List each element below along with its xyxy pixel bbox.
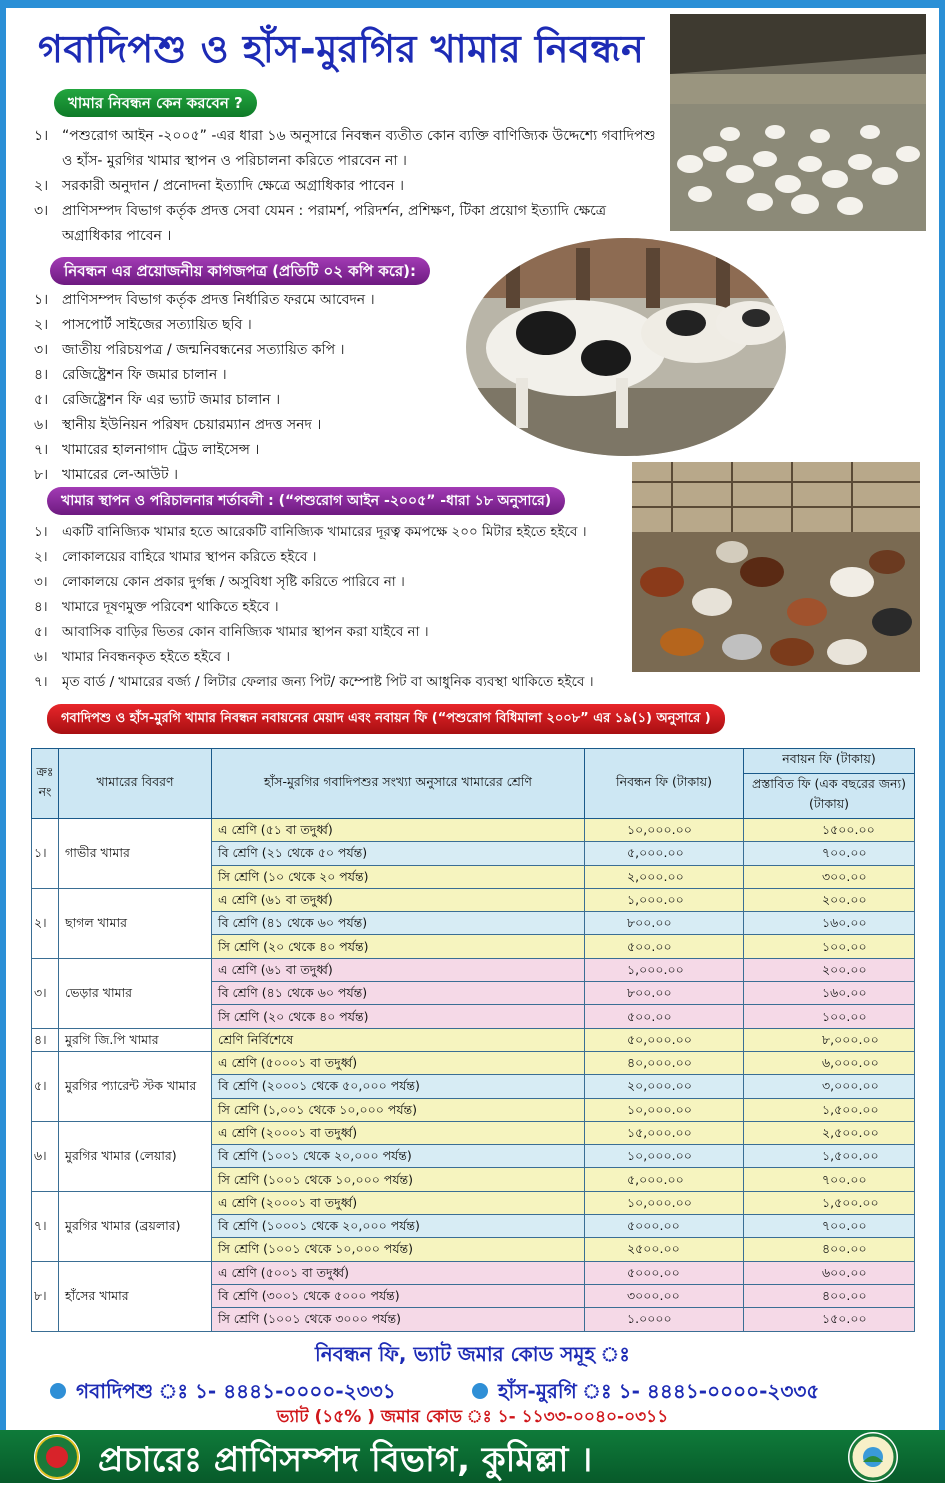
renew-fee-cell: ৭০০.০০: [744, 842, 915, 865]
reg-fee-cell: ৮০০.০০: [585, 912, 744, 935]
reg-fee-cell: ১০,০০০.০০: [585, 1098, 744, 1121]
list-item: ২। পাসপোর্ট সাইজের সত্যায়িত ছবি ।: [34, 317, 252, 333]
col-renew-fee: নবায়ন ফি (টাকায়): [744, 749, 915, 774]
col-sl: ক্রঃ নং: [32, 749, 59, 819]
serial-cell: ৫।: [32, 1051, 59, 1121]
livestock-dept-logo-icon: [848, 1432, 898, 1482]
category-cell: সি শ্রেণি (১০০১ থেকে ৩০০০ পর্যন্ত): [212, 1308, 585, 1331]
left-border: [0, 0, 6, 1430]
serial-cell: ৬।: [32, 1121, 59, 1191]
renew-fee-cell: ৬,০০০.০০: [744, 1051, 915, 1074]
serial-cell: ৪।: [32, 1028, 59, 1051]
renew-fee-cell: ৭০০.০০: [744, 1215, 915, 1238]
renew-fee-cell: ২০০.০০: [744, 888, 915, 911]
list-item: ৩। লোকালয়ে কোন প্রকার দুর্গন্ধ / অসুবিধা সৃষ্টি করিতে পারিবে না ।: [34, 574, 405, 590]
bangladesh-govt-logo-icon: [34, 1434, 80, 1480]
renew-fee-cell: ২০০.০০: [744, 958, 915, 981]
reg-fee-cell: ৮০০.০০: [585, 982, 744, 1005]
reg-fee-cell: ১,০০০.০০: [585, 888, 744, 911]
reg-fee-cell: ১৫,০০০.০০: [585, 1121, 744, 1144]
renew-fee-cell: ১৫০.০০: [744, 1308, 915, 1331]
category-cell: বি শ্রেণি (২০০০১ থেকে ৫০,০০০ পর্যন্ত): [212, 1075, 585, 1098]
reg-fee-cell: ১০,০০০.০০: [585, 1191, 744, 1214]
docs-heading: নিবন্ধন এর প্রয়োজনীয় কাগজপত্র (প্রতিটি ০২ কপি করে):: [50, 257, 430, 285]
table-row: [32, 1121, 915, 1144]
category-cell: শ্রেণি নির্বিশেষে: [212, 1028, 585, 1051]
reg-fee-cell: ৫,০০০.০০: [585, 842, 744, 865]
list-item: ৭। মৃত বার্ড / খামারের বর্জ্য / লিটার ফেলার জন্য পিট/ কম্পোষ্ট পিট বা আধুনিক ব্যবস্থা থাকিতে হইবে ।: [34, 674, 594, 690]
renew-fee-cell: ১০০.০০: [744, 935, 915, 958]
category-cell: সি শ্রেণি (১০ থেকে ২০ পর্যন্ত): [212, 865, 585, 888]
vat-code: ভ্যাট (১৫% ) জমার কোড ঃ ১- ১১৩৩-০০৪০-০৩১১: [276, 1407, 669, 1427]
chicken-farm-photo: [632, 462, 920, 672]
category-cell: এ শ্রেণি (৫১ বা তদুর্ধ্ব): [212, 819, 585, 842]
reg-fee-cell: ১০,০০০.০০: [585, 1145, 744, 1168]
farm-type-cell: হাঁসের খামার: [59, 1261, 212, 1331]
col-category: হাঁস-মুরগির গবাদিপশুর সংখ্যা অনুসারে খামারের শ্রেণি: [212, 749, 585, 819]
category-cell: বি শ্রেণি (৪১ থেকে ৬০ পর্যন্ত): [212, 982, 585, 1005]
bullet-icon: [472, 1383, 488, 1399]
list-item: ৮। খামারের লে-আউট ।: [34, 467, 179, 483]
table-row: [32, 819, 915, 842]
table-row: [32, 888, 915, 911]
cow-farm-photo: [466, 238, 786, 456]
renew-fee-cell: ৬০০.০০: [744, 1261, 915, 1284]
renew-fee-cell: ১৫০০.০০: [744, 819, 915, 842]
category-cell: সি শ্রেণি (২০ থেকে ৪০ পর্যন্ত): [212, 1005, 585, 1028]
list-item: ৪। খামারে দূষণমুক্ত পরিবেশ থাকিতে হইবে ।: [34, 599, 279, 615]
farm-type-cell: মুরগির খামার (লেয়ার): [59, 1121, 212, 1191]
docs-list: [34, 288, 474, 488]
renew-fee-cell: ৮,০০০.০০: [744, 1028, 915, 1051]
reg-fee-cell: ২০,০০০.০০: [585, 1075, 744, 1098]
table-row: [32, 1261, 915, 1284]
category-cell: এ শ্রেণি (২০০০১ বা তদুর্ধ্ব): [212, 1191, 585, 1214]
list-item: ৬। খামার নিবন্ধনকৃত হইতে হইবে ।: [34, 649, 231, 665]
reg-fee-cell: ৫,০০০.০০: [585, 1168, 744, 1191]
list-item: ৫। আবাসিক বাড়ির ভিতর কোন বানিজ্যিক খামার স্থাপন করা যাইবে না ।: [34, 624, 429, 640]
renew-fee-cell: ৩,০০০.০০: [744, 1075, 915, 1098]
farm-type-cell: গাভীর খামার: [59, 819, 212, 889]
list-item: ৭। খামারের হালনাগাদ ট্রেড লাইসেন্স ।: [34, 442, 260, 458]
table-row: [32, 958, 915, 981]
right-border: [939, 0, 945, 1430]
reg-fee-cell: ১.০০০০: [585, 1308, 744, 1331]
category-cell: এ শ্রেণি (৬১ বা তদুর্ধ্ব): [212, 888, 585, 911]
renew-fee-cell: ৪০০.০০: [744, 1238, 915, 1261]
category-cell: সি শ্রেণি (১০০১ থেকে ১০,০০০ পর্যন্ত): [212, 1238, 585, 1261]
farm-type-cell: ভেড়ার খামার: [59, 958, 212, 1028]
codes-title: নিবন্ধন ফি, ভ্যাট জমার কোড সমূহ ঃ: [315, 1342, 630, 1366]
category-cell: বি শ্রেণি (২১ থেকে ৫০ পর্যন্ত): [212, 842, 585, 865]
serial-cell: ৮।: [32, 1261, 59, 1331]
renew-fee-cell: ৩০০.০০: [744, 865, 915, 888]
poster-title: গবাদিপশু ও হাঁস-মুরগির খামার নিবন্ধন: [38, 27, 645, 71]
reg-fee-cell: ২৫০০.০০: [585, 1238, 744, 1261]
renewal-heading: গবাদিপশু ও হাঁস-মুরগি খামার নিবন্ধন নবায়নের মেয়াদ এবং নবায়ন ফি (“পশুরোগ বিধিমালা ২০০৮” এর ১৯(১) অনুসারে ): [47, 704, 725, 734]
farm-type-cell: মুরগির প্যারেন্ট স্টক খামার: [59, 1051, 212, 1121]
farm-type-cell: ছাগল খামার: [59, 888, 212, 958]
list-item: ৩। প্রাণিসম্পদ বিভাগ কর্তৃক প্রদত্ত সেবা যেমন : পরামর্শ, পরিদর্শন, প্রশিক্ষণ, টিকা প্রয়োগ ইত্যাদি ক্ষেত্রে অগ্রাধিকার পাবেন ।: [34, 203, 607, 244]
conditions-heading: খামার স্থাপন ও পরিচালনার শর্তাবলী : (“পশুরোগ আইন -২০০৫” -ধারা ১৮ অনুসারে): [47, 487, 565, 515]
reg-fee-cell: ১,০০০.০০: [585, 958, 744, 981]
renew-fee-cell: ৭০০.০০: [744, 1168, 915, 1191]
category-cell: এ শ্রেণি (২০০০১ বা তদুর্ধ্ব): [212, 1121, 585, 1144]
conditions-list: [34, 520, 634, 695]
renew-fee-cell: ১৬০.০০: [744, 912, 915, 935]
reg-fee-cell: ৩০০০.০০: [585, 1284, 744, 1307]
why-heading: খামার নিবন্ধন কেন করবেন ?: [54, 89, 257, 117]
livestock-code: গবাদিপশু ঃ ১- ৪৪৪১-০০০০-২৩৩১: [50, 1377, 396, 1410]
table-row: [32, 1028, 915, 1051]
list-item: ১। প্রাণিসম্পদ বিভাগ কর্তৃক প্রদত্ত নির্ধারিত ফরমে আবেদন ।: [34, 292, 375, 308]
duck-farm-photo: [670, 14, 926, 231]
serial-cell: ৩।: [32, 958, 59, 1028]
list-item: ২। লোকালয়ের বাহিরে খামার স্থাপন করিতে হইবে ।: [34, 549, 317, 565]
category-cell: এ শ্রেণি (৫০০০১ বা তদুর্ধ্ব): [212, 1051, 585, 1074]
reg-fee-cell: ৫০০.০০: [585, 935, 744, 958]
bullet-icon: [50, 1383, 66, 1399]
poultry-code: হাঁস-মুরগি ঃ ১- ৪৪৪১-০০০০-২৩৩৫: [472, 1377, 819, 1410]
renew-fee-cell: ১৬০.০০: [744, 982, 915, 1005]
footer-bar: [0, 1430, 945, 1483]
table-row: [32, 1051, 915, 1074]
footer-text: প্রচারেঃ প্রাণিসম্পদ বিভাগ, কুমিল্লা ।: [98, 1440, 593, 1480]
reg-fee-cell: ২,০০০.০০: [585, 865, 744, 888]
category-cell: সি শ্রেণি (১,০০১ থেকে ১০,০০০ পর্যন্ত): [212, 1098, 585, 1121]
reg-fee-cell: ৫০,০০০.০০: [585, 1028, 744, 1051]
category-cell: এ শ্রেণি (৬১ বা তদুর্ধ্ব): [212, 958, 585, 981]
serial-cell: ৭।: [32, 1191, 59, 1261]
renew-fee-cell: ২,৫০০.০০: [744, 1121, 915, 1144]
top-border: [0, 0, 945, 8]
list-item: ২। সরকারী অনুদান / প্রনোদনা ইত্যাদি ক্ষেত্রে অগ্রাধিকার পাবেন ।: [34, 178, 404, 194]
farm-type-cell: মুরগির খামার (ব্রয়লার): [59, 1191, 212, 1261]
serial-cell: ১।: [32, 819, 59, 889]
reg-fee-cell: ৫০০০.০০: [585, 1215, 744, 1238]
renew-fee-cell: ১,৫০০.০০: [744, 1191, 915, 1214]
list-item: ৪। রেজিষ্ট্রেশন ফি জমার চালান ।: [34, 367, 227, 383]
serial-cell: ২।: [32, 888, 59, 958]
list-item: ১। “পশুরোগ আইন -২০০৫” -এর ধারা ১৬ অনুসারে নিবন্ধন ব্যতীত কোন ব্যক্তি বাণিজ্যিক উদ্দেশ্যে গবাদিপশু ও হাঁস- মুরগির খামার স্থাপন ও পরিচালনা করিতে পারবেন না ।: [34, 128, 656, 169]
category-cell: বি শ্রেণি (১০০১ থেকে ২০,০০০ পর্যন্ত): [212, 1145, 585, 1168]
renew-fee-cell: ১,৫০০.০০: [744, 1098, 915, 1121]
category-cell: বি শ্রেণি (৪১ থেকে ৬০ পর্যন্ত): [212, 912, 585, 935]
list-item: ১। একটি বানিজ্যিক খামার হতে আরেকটি বানিজ্যিক খামারের দূরত্ব কমপক্ষে ২০০ মিটার হইতে হইবে ।: [34, 524, 587, 540]
reg-fee-cell: ১০,০০০.০০: [585, 819, 744, 842]
fee-table: [31, 748, 915, 1332]
renew-fee-cell: ১,৫০০.০০: [744, 1145, 915, 1168]
category-cell: সি শ্রেণি (২০ থেকে ৪০ পর্যন্ত): [212, 935, 585, 958]
category-cell: বি শ্রেণি (৩০০১ থেকে ৫০০০ পর্যন্ত): [212, 1284, 585, 1307]
renew-fee-cell: ১০০.০০: [744, 1005, 915, 1028]
renew-fee-cell: ৪০০.০০: [744, 1284, 915, 1307]
table-row: [32, 1191, 915, 1214]
list-item: ৩। জাতীয় পরিচয়পত্র / জন্মনিবন্ধনের সত্যায়িত কপি ।: [34, 342, 345, 358]
reg-fee-cell: ৪০,০০০.০০: [585, 1051, 744, 1074]
reg-fee-cell: ৫০০.০০: [585, 1005, 744, 1028]
list-item: ৬। স্থানীয় ইউনিয়ন পরিষদ চেয়ারম্যান প্রদত্ত সনদ ।: [34, 417, 322, 433]
category-cell: সি শ্রেণি (১০০১ থেকে ১০,০০০ পর্যন্ত): [212, 1168, 585, 1191]
why-list: [34, 124, 664, 249]
col-type: খামারের বিবরণ: [59, 749, 212, 819]
reg-fee-cell: ৫০০০.০০: [585, 1261, 744, 1284]
col-reg-fee: নিবন্ধন ফি (টাকায়): [585, 749, 744, 819]
category-cell: এ শ্রেণি (৫০০১ বা তদুর্ধ্ব): [212, 1261, 585, 1284]
category-cell: বি শ্রেণি (১০০০১ থেকে ২০,০০০ পর্যন্ত): [212, 1215, 585, 1238]
farm-type-cell: মুরগি জি.পি খামার: [59, 1028, 212, 1051]
col-renew-sub: প্রস্তাবিত ফি (এক বছরের জন্য) (টাকায়): [744, 774, 915, 819]
list-item: ৫। রেজিষ্ট্রেশন ফি এর ভ্যাট জমার চালান ।: [34, 392, 281, 408]
